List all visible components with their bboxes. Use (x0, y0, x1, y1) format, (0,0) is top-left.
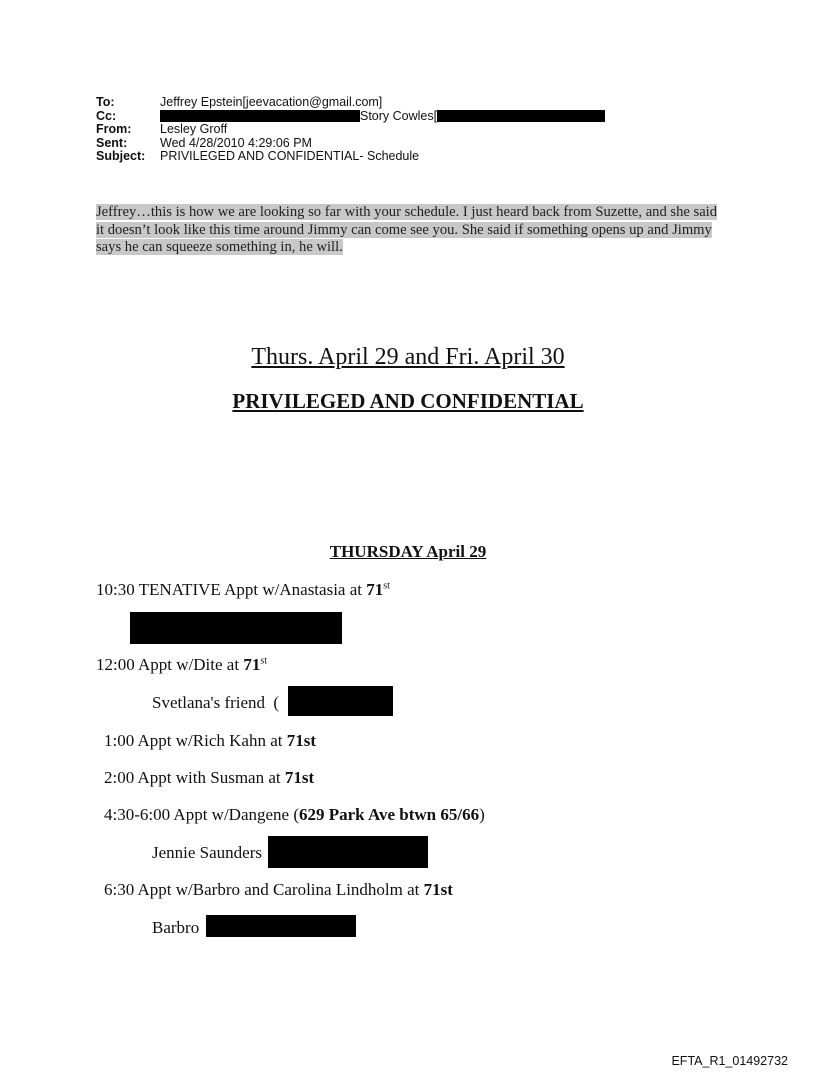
entry-contact: Svetlana's friend (152, 693, 266, 712)
entry-text: 12:00 Appt w/Dite at (96, 655, 244, 674)
entry-location: 629 Park Ave btwn 65/66 (299, 805, 480, 824)
schedule-entry (104, 805, 485, 825)
entry-text: 2:00 Appt with Susman at (104, 768, 285, 787)
entry-contact-fragment: ( (273, 693, 279, 712)
entry-contact: Jennie Saunders (152, 843, 263, 862)
intro-paragraph (96, 204, 720, 257)
schedule-entry (104, 768, 314, 788)
from-row (96, 123, 605, 137)
schedule-subline (152, 693, 279, 713)
entry-sup: st (260, 655, 267, 667)
entry-text: 1:00 Appt w/Rich Kahn at (104, 731, 287, 750)
subject-label: Subject: (96, 149, 146, 163)
entry-location: 71st (286, 731, 317, 750)
subject-value: PRIVILEGED AND CONFIDENTIAL- Schedule (160, 149, 420, 163)
entry-text: 10:30 TENATIVE Appt w/Anastasia at (96, 580, 367, 599)
schedule-entry (104, 731, 316, 751)
sent-label: Sent: (96, 135, 128, 150)
redaction-box (288, 686, 393, 716)
redaction-box (206, 915, 356, 937)
entry-location: 71 (366, 580, 384, 599)
from-value: Lesley Groff (160, 122, 228, 136)
dates-title: Thurs. April 29 and Fri. April 30 (251, 344, 565, 370)
entry-location: 71st (423, 880, 453, 899)
sent-value: Wed 4/28/2010 4:29:06 PM (160, 135, 312, 150)
cc-row (96, 110, 605, 124)
redaction-box (268, 836, 428, 868)
schedule-subline (152, 918, 199, 938)
cc-label: Cc: (96, 108, 117, 123)
thursday-heading: THURSDAY April 29 (329, 542, 487, 561)
entry-contact: Barbro (152, 918, 200, 937)
to-value: Jeffrey Epstein[jeevacation@gmail.com] (160, 95, 383, 109)
entry-text: 6:30 Appt w/Barbro and Carolina Lindholm at (104, 880, 424, 899)
to-label: To: (96, 95, 115, 109)
cc-value: Story Cowles[ (360, 108, 438, 123)
subject-row (96, 150, 605, 164)
redaction-box (160, 110, 360, 122)
email-header (96, 96, 605, 164)
privileged-title: PRIVILEGED AND CONFIDENTIAL (232, 389, 584, 413)
redaction-box (130, 612, 342, 644)
entry-location: 71st (284, 768, 315, 787)
from-label: From: (96, 122, 132, 136)
intro-text: Jeffrey…this is how we are looking so far with your schedule. I just heard back from Suzette, and she said it doesn’t look like this time around Jimmy can come see you. She said if something opens up and Jimmy says he can squeeze something in, he will. (96, 204, 718, 256)
entry-text: 4:30-6:00 Appt w/Dangene ( (104, 805, 299, 824)
entry-text-end: ) (479, 805, 485, 824)
schedule-entry (96, 580, 390, 600)
entry-sup: st (383, 580, 390, 592)
redaction-box (437, 110, 605, 122)
entry-location: 71 (243, 655, 261, 674)
schedule-entry (96, 655, 267, 675)
sent-row (96, 137, 605, 151)
schedule-entry (104, 880, 453, 900)
to-row (96, 96, 605, 110)
document-id: EFTA_R1_01492732 (671, 1054, 788, 1068)
schedule-subline (152, 843, 262, 863)
